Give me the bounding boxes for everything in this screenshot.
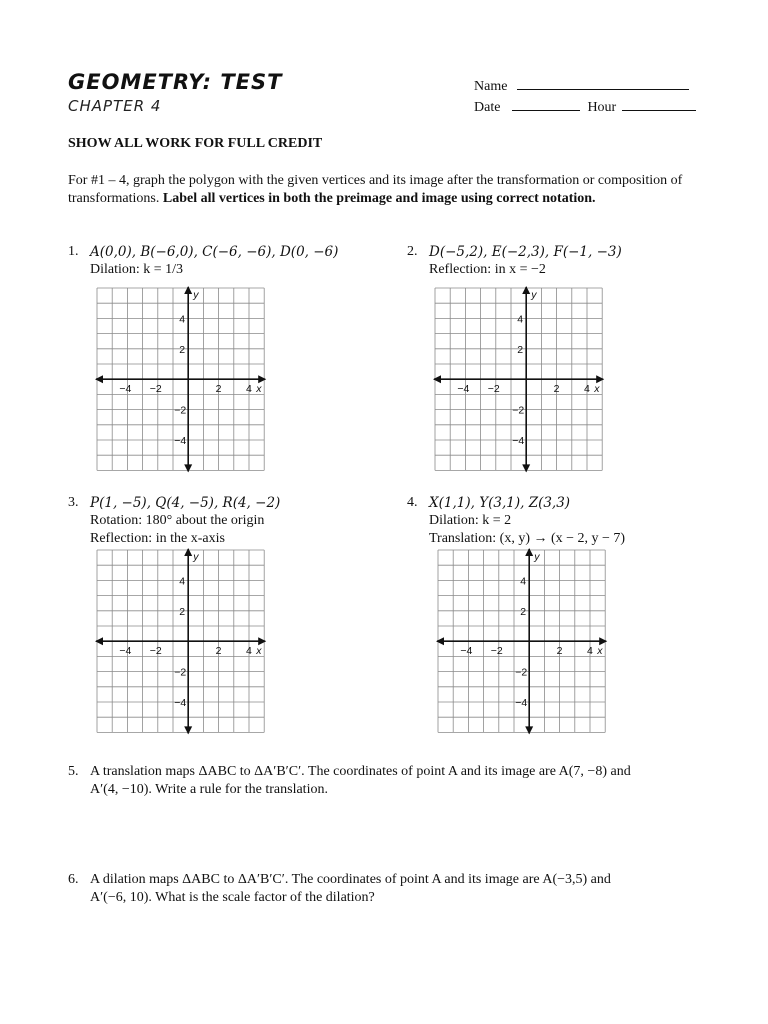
y-axis-arrow-down bbox=[184, 464, 192, 472]
instruction-heading: SHOW ALL WORK FOR FULL CREDIT bbox=[68, 136, 323, 151]
x-tick-label: 4 bbox=[584, 383, 590, 396]
date-label: Date bbox=[474, 100, 501, 115]
y-tick-label: −2 bbox=[174, 404, 187, 417]
name-row bbox=[474, 77, 689, 95]
y-axis-arrow-up bbox=[522, 286, 530, 294]
x-tick-label: 2 bbox=[553, 383, 560, 396]
question-text-line-2: A′(4, −10). Write a rule for the translation. bbox=[90, 782, 328, 797]
y-tick-label: 2 bbox=[517, 343, 524, 356]
y-tick-label: 2 bbox=[520, 605, 527, 618]
x-axis-arrow-left bbox=[95, 375, 103, 383]
directions-bold: Label all vertices in both the preimage and image using correct notation. bbox=[162, 191, 596, 206]
x-axis-arrow-left bbox=[95, 637, 103, 645]
problem-number: 4. bbox=[407, 495, 418, 510]
x-tick-label: 4 bbox=[587, 645, 593, 658]
problem-transformation-2: Translation: (x, y) → (x − 2, y − 7) bbox=[429, 531, 626, 546]
problem-vertices: A(0,0), B(−6,0), C(−6, −6), D(0, −6) bbox=[90, 244, 339, 260]
problem-transformation: Rotation: 180° about the origin bbox=[90, 513, 265, 528]
x-axis-label: x bbox=[256, 645, 262, 658]
y-axis-arrow-up bbox=[184, 286, 192, 294]
x-tick-label: 4 bbox=[246, 645, 252, 658]
test-subtitle: CHAPTER 4 bbox=[68, 97, 162, 115]
question-text-line-2: A′(−6, 10). What is the scale factor of the dilation? bbox=[90, 890, 375, 905]
question-text-line-1: A dilation maps ΔABC to ΔA′B′C′. The coordinates of point A and its image are A(−3,5) and bbox=[90, 872, 611, 887]
y-tick-label: 2 bbox=[179, 605, 186, 618]
problem-transformation: Dilation: k = 2 bbox=[429, 513, 512, 528]
y-tick-label: −2 bbox=[515, 666, 528, 679]
x-tick-label: −4 bbox=[460, 645, 473, 658]
question-text-line-1: A translation maps ΔABC to ΔA′B′C′. The coordinates of point A and its image are A(7, −8) and bbox=[90, 764, 631, 779]
problem-1 bbox=[68, 243, 388, 283]
y-tick-label: 4 bbox=[179, 575, 186, 588]
coordinate-grid-4[interactable] bbox=[435, 548, 616, 735]
x-tick-label: 2 bbox=[556, 645, 563, 658]
y-tick-label: −2 bbox=[174, 666, 187, 679]
y-axis-arrow-up bbox=[184, 548, 192, 556]
x-axis-arrow-right bbox=[596, 375, 604, 383]
y-tick-label: −4 bbox=[174, 697, 187, 709]
date-row bbox=[474, 98, 696, 116]
question-6 bbox=[68, 871, 708, 911]
coordinate-grid-1[interactable] bbox=[94, 286, 275, 473]
problem-vertices: X(1,1), Y(3,1), Z(3,3) bbox=[429, 495, 571, 511]
y-axis-label: y bbox=[534, 551, 540, 563]
question-5 bbox=[68, 763, 708, 803]
problem-vertices: D(−5,2), E(−2,3), F(−1, −3) bbox=[429, 244, 622, 260]
directions-text: For #1 – 4, graph the polygon with the given vertices and its image after the transformation or composition of transformations. bbox=[68, 173, 683, 206]
name-blank[interactable] bbox=[517, 77, 689, 90]
test-title: GEOMETRY: TEST bbox=[68, 70, 283, 94]
x-axis-arrow-left bbox=[436, 637, 444, 645]
problem-2 bbox=[407, 243, 727, 283]
y-tick-label: −4 bbox=[174, 435, 187, 447]
x-tick-label: 2 bbox=[215, 383, 222, 396]
problem-number: 3. bbox=[68, 495, 79, 510]
y-axis-arrow-down bbox=[522, 464, 530, 472]
question-number: 6. bbox=[68, 872, 79, 887]
x-tick-label: −4 bbox=[119, 645, 132, 658]
directions-paragraph bbox=[68, 172, 688, 208]
problem-transformation: Reflection: in x = −2 bbox=[429, 262, 546, 277]
x-tick-label: −2 bbox=[490, 645, 503, 658]
x-tick-label: 2 bbox=[215, 645, 222, 658]
problem-number: 1. bbox=[68, 244, 79, 259]
y-axis-arrow-down bbox=[184, 726, 192, 734]
y-axis-label: y bbox=[193, 551, 199, 563]
x-tick-label: 4 bbox=[246, 383, 252, 396]
problem-vertices: P(1, −5), Q(4, −5), R(4, −2) bbox=[90, 495, 281, 511]
problem-3 bbox=[68, 494, 388, 550]
problem-number: 2. bbox=[407, 244, 418, 259]
y-tick-label: 4 bbox=[520, 575, 527, 588]
problem-transformation: Dilation: k = 1/3 bbox=[90, 262, 184, 277]
x-tick-label: −2 bbox=[149, 645, 162, 658]
x-axis-arrow-right bbox=[258, 637, 266, 645]
problem-4 bbox=[407, 494, 747, 550]
x-axis-label: x bbox=[597, 645, 603, 658]
y-axis-label: y bbox=[193, 289, 199, 301]
x-tick-label: −2 bbox=[487, 383, 500, 396]
x-axis-arrow-right bbox=[258, 375, 266, 383]
hour-label: Hour bbox=[587, 100, 617, 115]
x-tick-label: −4 bbox=[457, 383, 470, 396]
x-axis-label: x bbox=[256, 383, 262, 396]
date-blank[interactable] bbox=[512, 98, 580, 111]
x-axis-arrow-left bbox=[433, 375, 441, 383]
coordinate-grid-3[interactable] bbox=[94, 548, 275, 735]
y-axis-label: y bbox=[531, 289, 537, 301]
hour-blank[interactable] bbox=[622, 98, 696, 111]
x-tick-label: −4 bbox=[119, 383, 132, 396]
y-tick-label: 4 bbox=[517, 313, 524, 326]
y-tick-label: −4 bbox=[515, 697, 528, 709]
y-tick-label: −2 bbox=[512, 404, 525, 417]
y-tick-label: −4 bbox=[512, 435, 525, 447]
x-tick-label: −2 bbox=[149, 383, 162, 396]
name-label: Name bbox=[474, 79, 508, 94]
coordinate-grid-2[interactable] bbox=[432, 286, 613, 473]
question-number: 5. bbox=[68, 764, 79, 779]
problem-transformation-2: Reflection: in the x-axis bbox=[90, 531, 225, 546]
y-axis-arrow-down bbox=[525, 726, 533, 734]
y-axis-arrow-up bbox=[525, 548, 533, 556]
x-axis-arrow-right bbox=[599, 637, 607, 645]
x-axis-label: x bbox=[594, 383, 600, 396]
y-tick-label: 4 bbox=[179, 313, 186, 326]
y-tick-label: 2 bbox=[179, 343, 186, 356]
